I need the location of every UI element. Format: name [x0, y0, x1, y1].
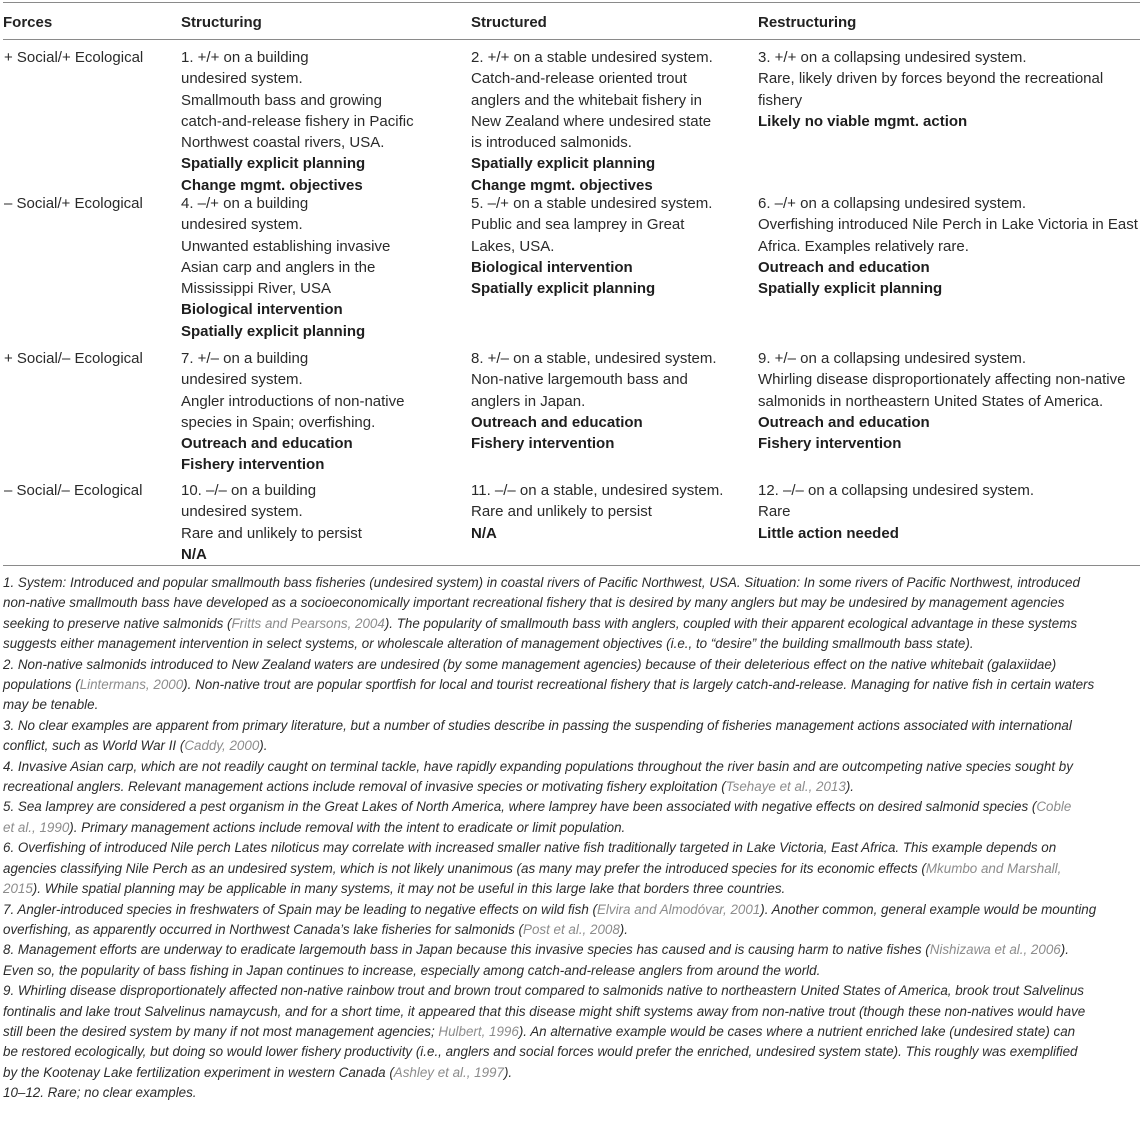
- table-row: [3, 348, 1140, 480]
- cell-text-line: Non-native largemouth bass and: [471, 371, 688, 389]
- cell-text-line: is introduced salmonids.: [471, 134, 632, 152]
- table-cell: [181, 348, 471, 480]
- cell-text-line: 3. +/+ on a collapsing undesired system.: [758, 49, 1027, 66]
- footnote-line: 8. Management efforts are underway to eradicate largemouth bass in Japan because this invasive species has caused and is causing harm to native fishes (Nishizawa et al., 2006).: [3, 942, 1069, 958]
- table-cell: [758, 348, 1140, 480]
- management-action: Fishery intervention: [181, 456, 325, 474]
- footnote-line: 5. Sea lamprey are considered a pest organism in the Great Lakes of North America, where lamprey have been associated with negative effects on desired salmonid species (Coble: [3, 799, 1072, 815]
- table-page: [3, 0, 1140, 1104]
- table-cell: [181, 480, 471, 565]
- force-label: – Social/– Ecological: [4, 482, 143, 499]
- footnote-line: suggests either management intervention in select systems, or wholescale alteration of management objectives (i.e., to “desire” the building smallmouth bass state).: [3, 636, 974, 652]
- table-cell: [471, 47, 758, 196]
- cell-text-line: 10. –/– on a building: [181, 482, 317, 499]
- table-cell: [181, 193, 471, 348]
- footnote-line: be restored ecologically, but doing so would lower fishery productivity (i.e., anglers and social forces would prefer the enriched, undesired system state). This roughly was exemplified: [3, 1044, 1078, 1060]
- cell-text-line: fishery: [758, 91, 803, 109]
- management-action: Spatially explicit planning: [471, 280, 656, 298]
- cell-text-line: 2. +/+ on a stable undesired system.: [471, 49, 713, 66]
- footnote: [3, 797, 1140, 838]
- citation-link[interactable]: Hulbert, 1996: [438, 1023, 519, 1039]
- cell-text-line: Unwanted establishing invasive: [181, 237, 391, 255]
- footnote-line: 7. Angler-introduced species in freshwaters of Spain may be leading to negative effects on wild fish (Elvira and Almodóvar, 2001). Another common, general example would be mounting: [3, 901, 1097, 917]
- citation-link[interactable]: Nishizawa et al., 2006: [929, 942, 1061, 958]
- header-structured: Structured: [471, 13, 547, 31]
- cell-text-line: species in Spain; overfishing.: [181, 413, 376, 431]
- cell-text-line: Overfishing introduced Nile Perch in Lake Victoria in East: [758, 216, 1138, 234]
- footnote-line: 3. No clear examples are apparent from primary literature, but a number of studies describe in passing the suspending of fisheries management actions associated with international: [3, 717, 1072, 733]
- footnote: [3, 940, 1140, 981]
- footnote-line: et al., 1990). Primary management actions include removal with the intent to eradicate or limit population.: [3, 819, 626, 835]
- management-action: Biological intervention: [471, 258, 633, 276]
- cell-text-line: 11. –/– on a stable, undesired system.: [471, 482, 724, 499]
- cell-text-line: Angler introductions of non-native: [181, 392, 405, 410]
- cell-text-line: Whirling disease disproportionately affecting non-native: [758, 371, 1126, 389]
- cell-text-line: Smallmouth bass and growing: [181, 91, 382, 109]
- footnote-line: populations (Lintermans, 2000). Non-native trout are popular sportfish for local and tourist recreational fishery that is largely catch-and-release. Managing for native fish in certain waters: [3, 677, 1095, 693]
- cell-text-line: undesired system.: [181, 70, 303, 88]
- cell-text-line: Rare and unlikely to persist: [471, 503, 652, 521]
- management-action: Change mgmt. objectives: [471, 176, 653, 194]
- footnote-line: 6. Overfishing of introduced Nile perch Lates niloticus may correlate with increased smaller native fish traditionally targeted in Lake Victoria, East Africa. This example depends on: [3, 840, 1057, 856]
- cell-text-line: 6. –/+ on a collapsing undesired system.: [758, 195, 1027, 212]
- management-action: Spatially explicit planning: [181, 155, 366, 173]
- table-cell: [181, 47, 471, 196]
- footnote-line: overfishing, as apparently occurred in Northwest Canada’s lake fisheries for salmonids (Post et al., 2008).: [3, 921, 628, 937]
- cell-text-line: Africa. Examples relatively rare.: [758, 237, 969, 255]
- footnote-line: may be tenable.: [3, 697, 99, 713]
- cell-text-line: 1. +/+ on a building: [181, 49, 309, 66]
- footnote-line: Even so, the popularity of bass fishing in Japan continues to increase, especially among catch-and-release anglers from around the world.: [3, 962, 821, 978]
- table-body: [3, 40, 1140, 565]
- footnote-line: 2. Non-native salmonids introduced to New Zealand waters are undesired (by some management agencies) because of their deleterious effect on the native whitebait (galaxiidae): [3, 656, 1057, 672]
- footnote-line: 2015). While spatial planning may be applicable in many systems, it may not be useful in this large lake that borders three countries.: [3, 881, 786, 897]
- footnote: [3, 655, 1140, 716]
- footnote-line: 4. Invasive Asian carp, which are not readily caught on terminal tackle, have rapidly expanding populations throughout the river basin and are outcompeting native species sought by: [3, 758, 1073, 774]
- cell-text-line: catch-and-release fishery in Pacific: [181, 112, 414, 130]
- cell-text-line: undesired system.: [181, 371, 303, 389]
- footnote-line: still been the desired system by many if not most management agencies; Hulbert, 1996). An alternative example would be cases where a nutrient enriched lake (undesired state) can: [3, 1023, 1076, 1039]
- cell-text-line: 8. +/– on a stable, undesired system.: [471, 350, 717, 367]
- footnote: [3, 1083, 1140, 1103]
- cell-text-line: Northwest coastal rivers, USA.: [181, 134, 385, 152]
- management-action: Outreach and education: [181, 435, 353, 453]
- footnote-line: 9. Whirling disease disproportionately affected non-native rainbow trout and brown trout compared to salmonids native to northeastern United States of America, brook trout Salvelinus: [3, 983, 1085, 999]
- cell-text-line: Mississippi River, USA: [181, 280, 332, 298]
- management-action: Outreach and education: [758, 258, 930, 276]
- citation-link[interactable]: Coble: [1036, 799, 1072, 815]
- force-label: + Social/– Ecological: [4, 350, 143, 367]
- cell-text-line: 12. –/– on a collapsing undesired system.: [758, 482, 1034, 499]
- cell-text-line: Rare and unlikely to persist: [181, 524, 362, 542]
- management-action: Spatially explicit planning: [758, 280, 943, 298]
- table-header-row: [3, 3, 1140, 39]
- footnote: [3, 716, 1140, 757]
- table-cell: [758, 193, 1140, 348]
- citation-link[interactable]: 2015: [3, 881, 33, 897]
- cell-text-line: Lakes, USA.: [471, 237, 555, 255]
- footnote-line: 1. System: Introduced and popular smallmouth bass fisheries (undesired system) in coastal rivers of Pacific Northwest, USA. Situation: In some rivers of Pacific Northwest, introduced: [3, 575, 1080, 590]
- management-action: Change mgmt. objectives: [181, 176, 363, 194]
- footnote-line: agencies classifying Nile Perch as an undesired system, which is not likely unanimous (as many may prefer the introduced species for its economic effects (Mkumbo and Marshall,: [3, 860, 1062, 876]
- cell-text-line: 7. +/– on a building: [181, 350, 309, 367]
- footnote-line: recreational anglers. Relevant management actions include removal of invasive species or motivating fishery exploitation (Tsehaye et al., 2013).: [3, 779, 855, 795]
- cell-text-line: Public and sea lamprey in Great: [471, 216, 685, 234]
- cell-text-line: anglers in Japan.: [471, 392, 586, 410]
- cell-text-line: 9. +/– on a collapsing undesired system.: [758, 350, 1027, 367]
- table-cell: [471, 193, 758, 348]
- management-action: Outreach and education: [758, 413, 930, 431]
- cell-text-line: salmonids in northeastern United States of America.: [758, 392, 1104, 410]
- footnote-line: seeking to preserve native salmonids (Fritts and Pearsons, 2004). The popularity of smallmouth bass with anglers, coupled with their apparent ecological advantage in these systems: [3, 615, 1078, 631]
- management-action: N/A: [471, 524, 497, 542]
- management-action: Biological intervention: [181, 301, 343, 319]
- cell-text-line: Catch-and-release oriented trout: [471, 70, 687, 88]
- table-cell: [758, 47, 1140, 196]
- management-action: Spatially explicit planning: [471, 155, 656, 173]
- footnote-line: fontinalis and lake trout Salvelinus namaycush, and for a short time, it appeared that this disease might shift systems away from non-native trout (though these non-natives would have: [3, 1003, 1086, 1019]
- citation-link[interactable]: Elvira and Almodóvar, 2001: [596, 901, 761, 917]
- cell-text-line: Rare: [758, 503, 791, 521]
- header-structuring: Structuring: [181, 13, 262, 31]
- management-action: Fishery intervention: [471, 435, 615, 453]
- management-action: Little action needed: [758, 524, 899, 542]
- citation-link[interactable]: Caddy, 2000: [184, 738, 260, 754]
- force-label: + Social/+ Ecological: [4, 49, 144, 66]
- cell-text-line: undesired system.: [181, 216, 303, 234]
- table-row: [3, 480, 1140, 565]
- cell-text-line: 4. –/+ on a building: [181, 195, 309, 212]
- footnote: [3, 573, 1140, 655]
- citation-link[interactable]: Post et al., 2008: [523, 921, 620, 937]
- footnote: [3, 981, 1140, 1083]
- header-restructuring: Restructuring: [758, 13, 857, 31]
- cell-text-line: anglers and the whitebait fishery in: [471, 91, 702, 109]
- footnote: [3, 757, 1140, 798]
- footnote-line: conflict, such as World War II (Caddy, 2000).: [3, 738, 268, 754]
- footnote: [3, 900, 1140, 941]
- management-action: Likely no viable mgmt. action: [758, 112, 968, 130]
- cell-text-line: undesired system.: [181, 503, 303, 521]
- footnote-line: non-native smallmouth bass have developed as a socioeconomically important recreational fishery that is desired by many anglers but may be undesired by management agencies: [3, 595, 1065, 611]
- footnote: [3, 838, 1140, 899]
- citation-link[interactable]: Mkumbo and Marshall,: [925, 860, 1062, 876]
- citation-link[interactable]: et al., 1990: [3, 819, 70, 835]
- header-forces: Forces: [3, 13, 53, 31]
- management-action: Outreach and education: [471, 413, 643, 431]
- cell-text-line: 5. –/+ on a stable undesired system.: [471, 195, 713, 212]
- footnote-line: by the Kootenay Lake fertilization experiment in western Canada (Ashley et al., 1997).: [3, 1064, 513, 1080]
- citation-link[interactable]: Fritts and Pearsons, 2004: [231, 615, 385, 631]
- table-cell: [471, 348, 758, 480]
- management-action: N/A: [181, 545, 207, 563]
- table-row: [3, 40, 1140, 193]
- management-action: Spatially explicit planning: [181, 322, 366, 340]
- cell-text-line: Rare, likely driven by forces beyond the recreational: [758, 70, 1104, 88]
- citation-link[interactable]: Ashley et al., 1997: [393, 1064, 504, 1080]
- footnote-line: 10–12. Rare; no clear examples.: [3, 1085, 197, 1101]
- cell-text-line: New Zealand where undesired state: [471, 112, 712, 130]
- table-footnotes: [3, 573, 1140, 1104]
- table-cell: [758, 480, 1140, 565]
- management-action: Fishery intervention: [758, 435, 902, 453]
- table-row: [3, 193, 1140, 348]
- citation-link[interactable]: Lintermans, 2000: [79, 677, 184, 693]
- cell-text-line: Asian carp and anglers in the: [181, 258, 376, 276]
- table-cell: [471, 480, 758, 565]
- citation-link[interactable]: Tsehaye et al., 2013: [725, 779, 846, 795]
- force-label: – Social/+ Ecological: [4, 195, 143, 212]
